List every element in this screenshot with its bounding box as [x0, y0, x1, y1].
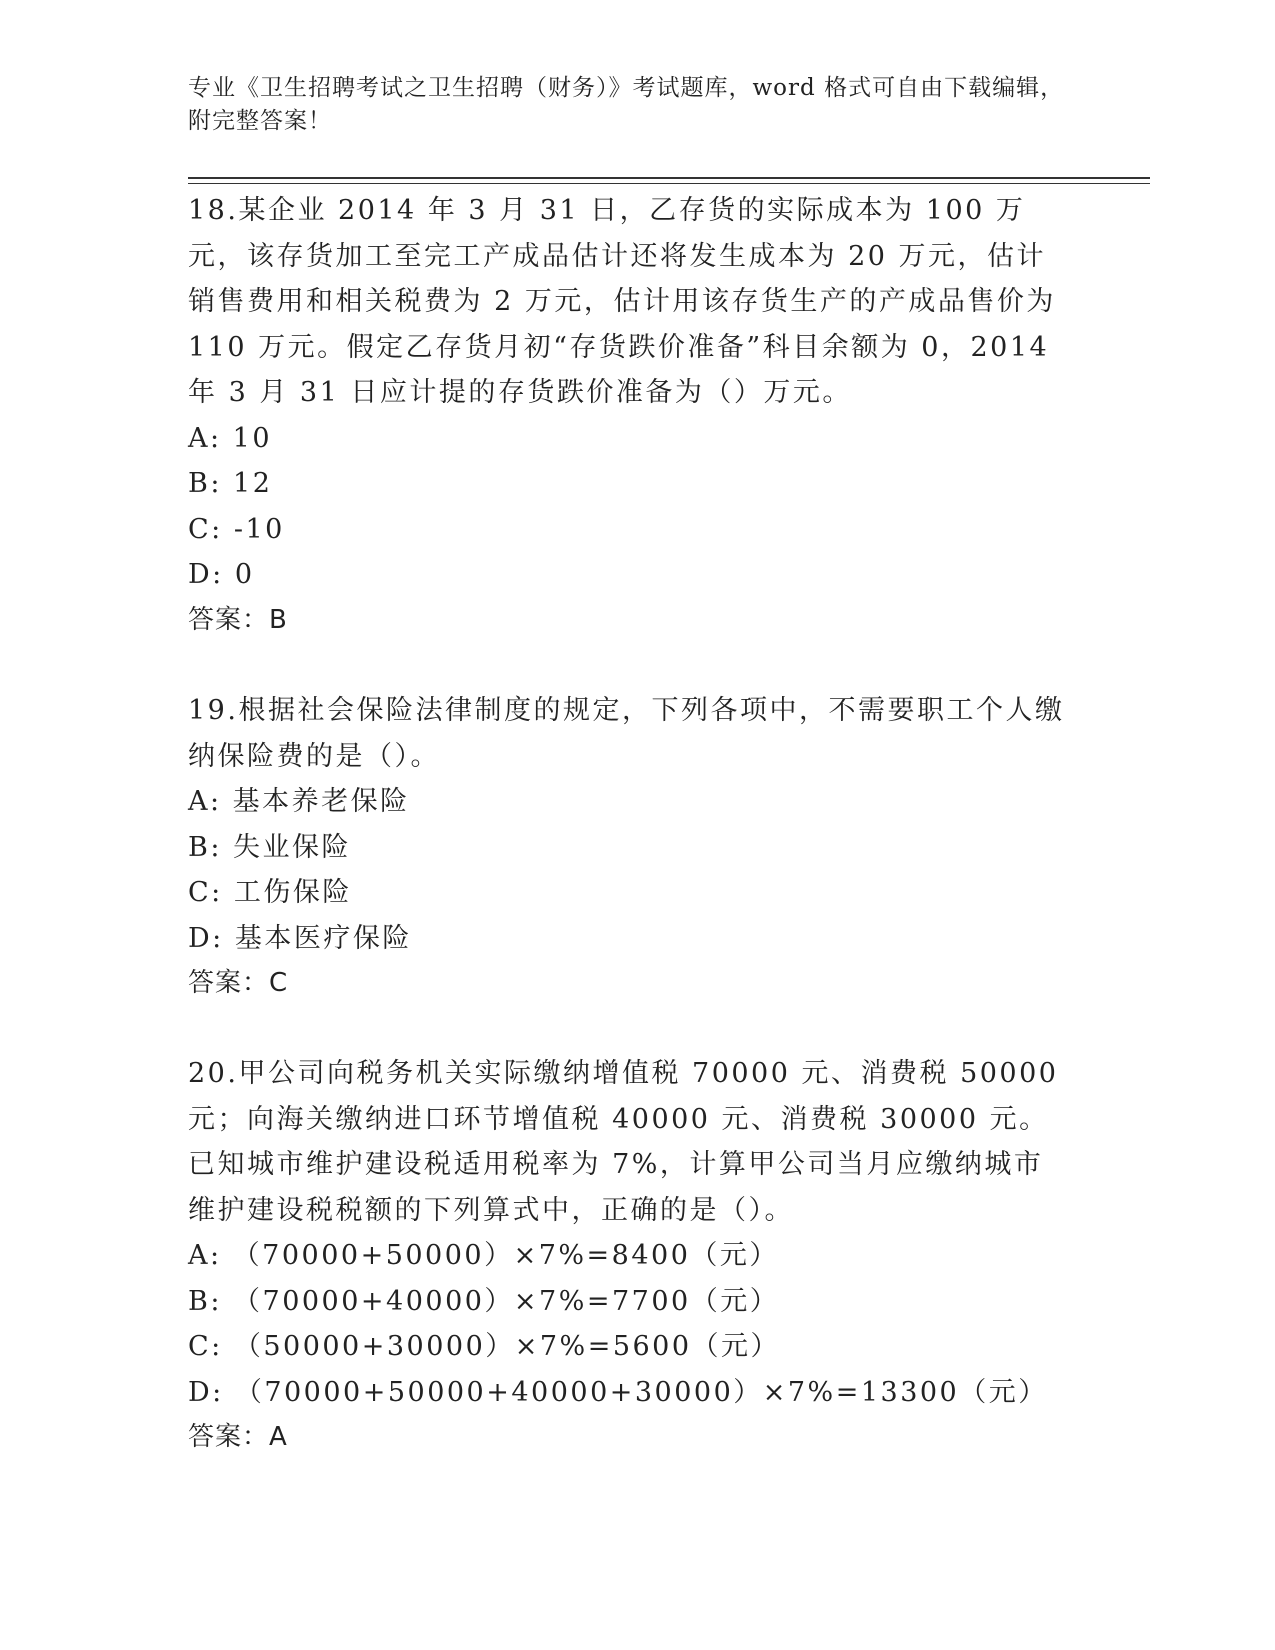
option-d: D: 基本医疗保险 [188, 922, 412, 954]
question-text: 18.某企业 2014 年 3 月 31 日，乙存货的实际成本为 100 万元，该存货加工至完工产成品估计还将发生成本为 20 万元，估计销售费用和相关税费为 2 万元，估计用该存货生产的产成品售价为 110 万元。假定乙存货月初“存货跌价准备”科目余额为 0，2014 年 3 月 31 日应计提的存货跌价准备为（）万元。 [188, 195, 1056, 408]
option-d: D: （70000+50000+40000+30000）×7%=13300（元） [188, 1376, 1048, 1408]
option-c: C: 工伤保险 [188, 877, 352, 908]
header-divider-thin [188, 183, 1150, 184]
question-18 [188, 188, 1068, 643]
answer: 答案：C [188, 968, 289, 998]
option-a: A: 10 [188, 422, 273, 454]
option-b: B: （70000+40000）×7%=7700（元） [188, 1285, 780, 1317]
option-c: C: （50000+30000）×7%=5600（元） [188, 1331, 781, 1362]
answer: 答案：B [188, 604, 288, 635]
option-d: D: 0 [188, 559, 255, 590]
option-c: C: -10 [188, 513, 285, 545]
question-text: 20.甲公司向税务机关实际缴纳增值税 70000 元、消费税 50000 元；向海关缴纳进口环节增值税 40000 元、消费税 30000 元。已知城市维护建设税适用税率为 7%，计算甲公司当月应缴纳城市维护建设税税额的下列算式中，正确的是（）。 [188, 1058, 1059, 1226]
option-a: A: （70000+50000）×7%=8400（元） [188, 1240, 779, 1271]
question-20 [188, 1051, 1068, 1461]
question-19 [188, 688, 1068, 1007]
answer: 答案：A [188, 1422, 288, 1452]
option-b: B: 12 [188, 468, 273, 499]
option-a: A: 基本养老保险 [188, 786, 410, 817]
document-header: 专业《卫生招聘考试之卫生招聘（财务）》考试题库，word 格式可自由下载编辑，附完整答案！ [188, 75, 1065, 134]
option-b: B: 失业保险 [188, 831, 352, 863]
header-divider-thick [188, 177, 1150, 179]
question-text: 19.根据社会保险法律制度的规定，下列各项中，不需要职工个人缴纳保险费的是（）。 [188, 695, 1065, 772]
